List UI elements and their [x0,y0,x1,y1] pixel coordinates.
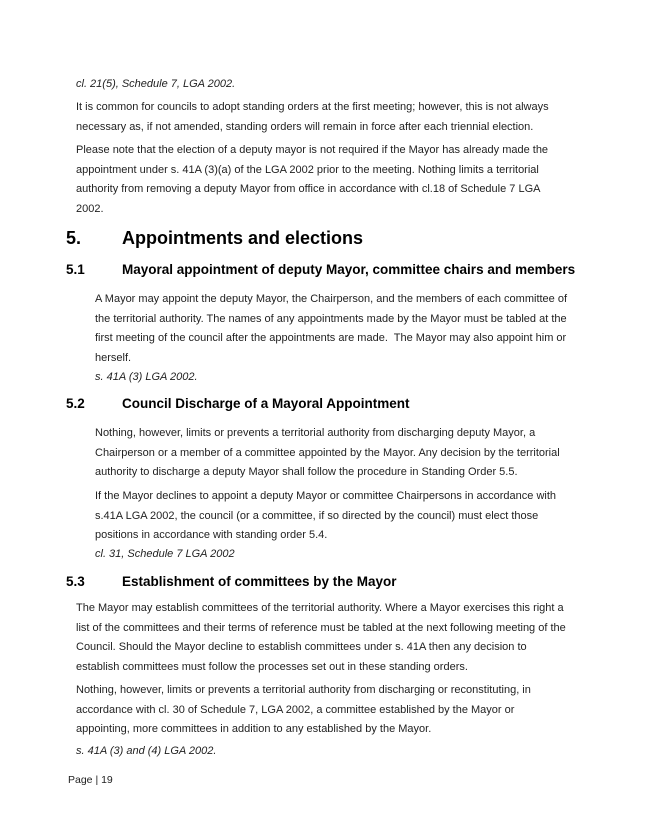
subsection-number: 5.3 [66,574,85,589]
subsection-heading [66,573,606,591]
footer-page-number: Page | 19 [68,774,113,786]
citation: cl. 31, Schedule 7 LGA 2002 [95,548,235,560]
paragraph: A Mayor may appoint the deputy Mayor, the Chairperson, and the members of each committee of the territorial authority. The names of any appointments made by the Mayor must be tabled at the first meeting of the council after the appointments are made. The Mayor may also appoint him or herself. [95,293,571,364]
paragraph: If the Mayor declines to appoint a deputy Mayor or committee Chairpersons in accordance with s.41A LGA 2002, the council (or a committee, if so directed by the council) must elect those positions in accordance with standing order 5.4. [95,490,560,541]
subsection-heading [66,395,606,413]
paragraph: The Mayor may establish committees of the territorial authority. Where a Mayor exercises this right a list of the committees and their terms of reference must be tabled at the next following meeting of the Council. Should the Mayor decline to establish committees under s. 41A then any decision to establish committees must follow the processes set out in these standing orders. [76,602,569,673]
paragraph: Nothing, however, limits or prevents a territorial authority from discharging deputy Mayor, a Chairperson or a member of a committee appointed by the Mayor. Any decision by the territorial authority to discharge a deputy Mayor shall follow the procedure in Standing Order 5.5. [95,427,563,478]
paragraph: Please note that the election of a deputy mayor is not required if the Mayor has already made the appointment under s. 41A (3)(a) of the LGA 2002 prior to the meeting. Nothing limits a territorial authority from removing a deputy Mayor from office in accordance with cl.18 of Schedule 7 LGA 2002. [76,144,552,215]
section-title: Appointments and elections [122,228,364,248]
subsection-title: Council Discharge of a Mayoral Appointment [122,396,410,411]
subsection-number: 5.2 [66,396,85,411]
section-heading [66,226,606,250]
citation: cl. 21(5), Schedule 7, LGA 2002. [76,78,236,90]
citation: s. 41A (3) LGA 2002. [95,371,198,383]
paragraph: It is common for councils to adopt standing orders at the first meeting; however, this is not always necessary as, if not amended, standing orders will remain in force after each triennial election. [76,101,552,133]
section-number: 5. [66,228,82,248]
subsection-number: 5.1 [66,262,85,277]
subsection-heading [66,261,606,279]
subsection-title: Establishment of committees by the Mayor [122,574,397,589]
paragraph: Nothing, however, limits or prevents a territorial authority from discharging or reconstituting, in accordance with cl. 30 of Schedule 7, LGA 2002, a committee established by the Mayor or appointing, more committees in addition to any established by the Mayor. [76,684,534,735]
subsection-title: Mayoral appointment of deputy Mayor, committee chairs and members [122,262,576,277]
citation: s. 41A (3) and (4) LGA 2002. [76,745,217,757]
